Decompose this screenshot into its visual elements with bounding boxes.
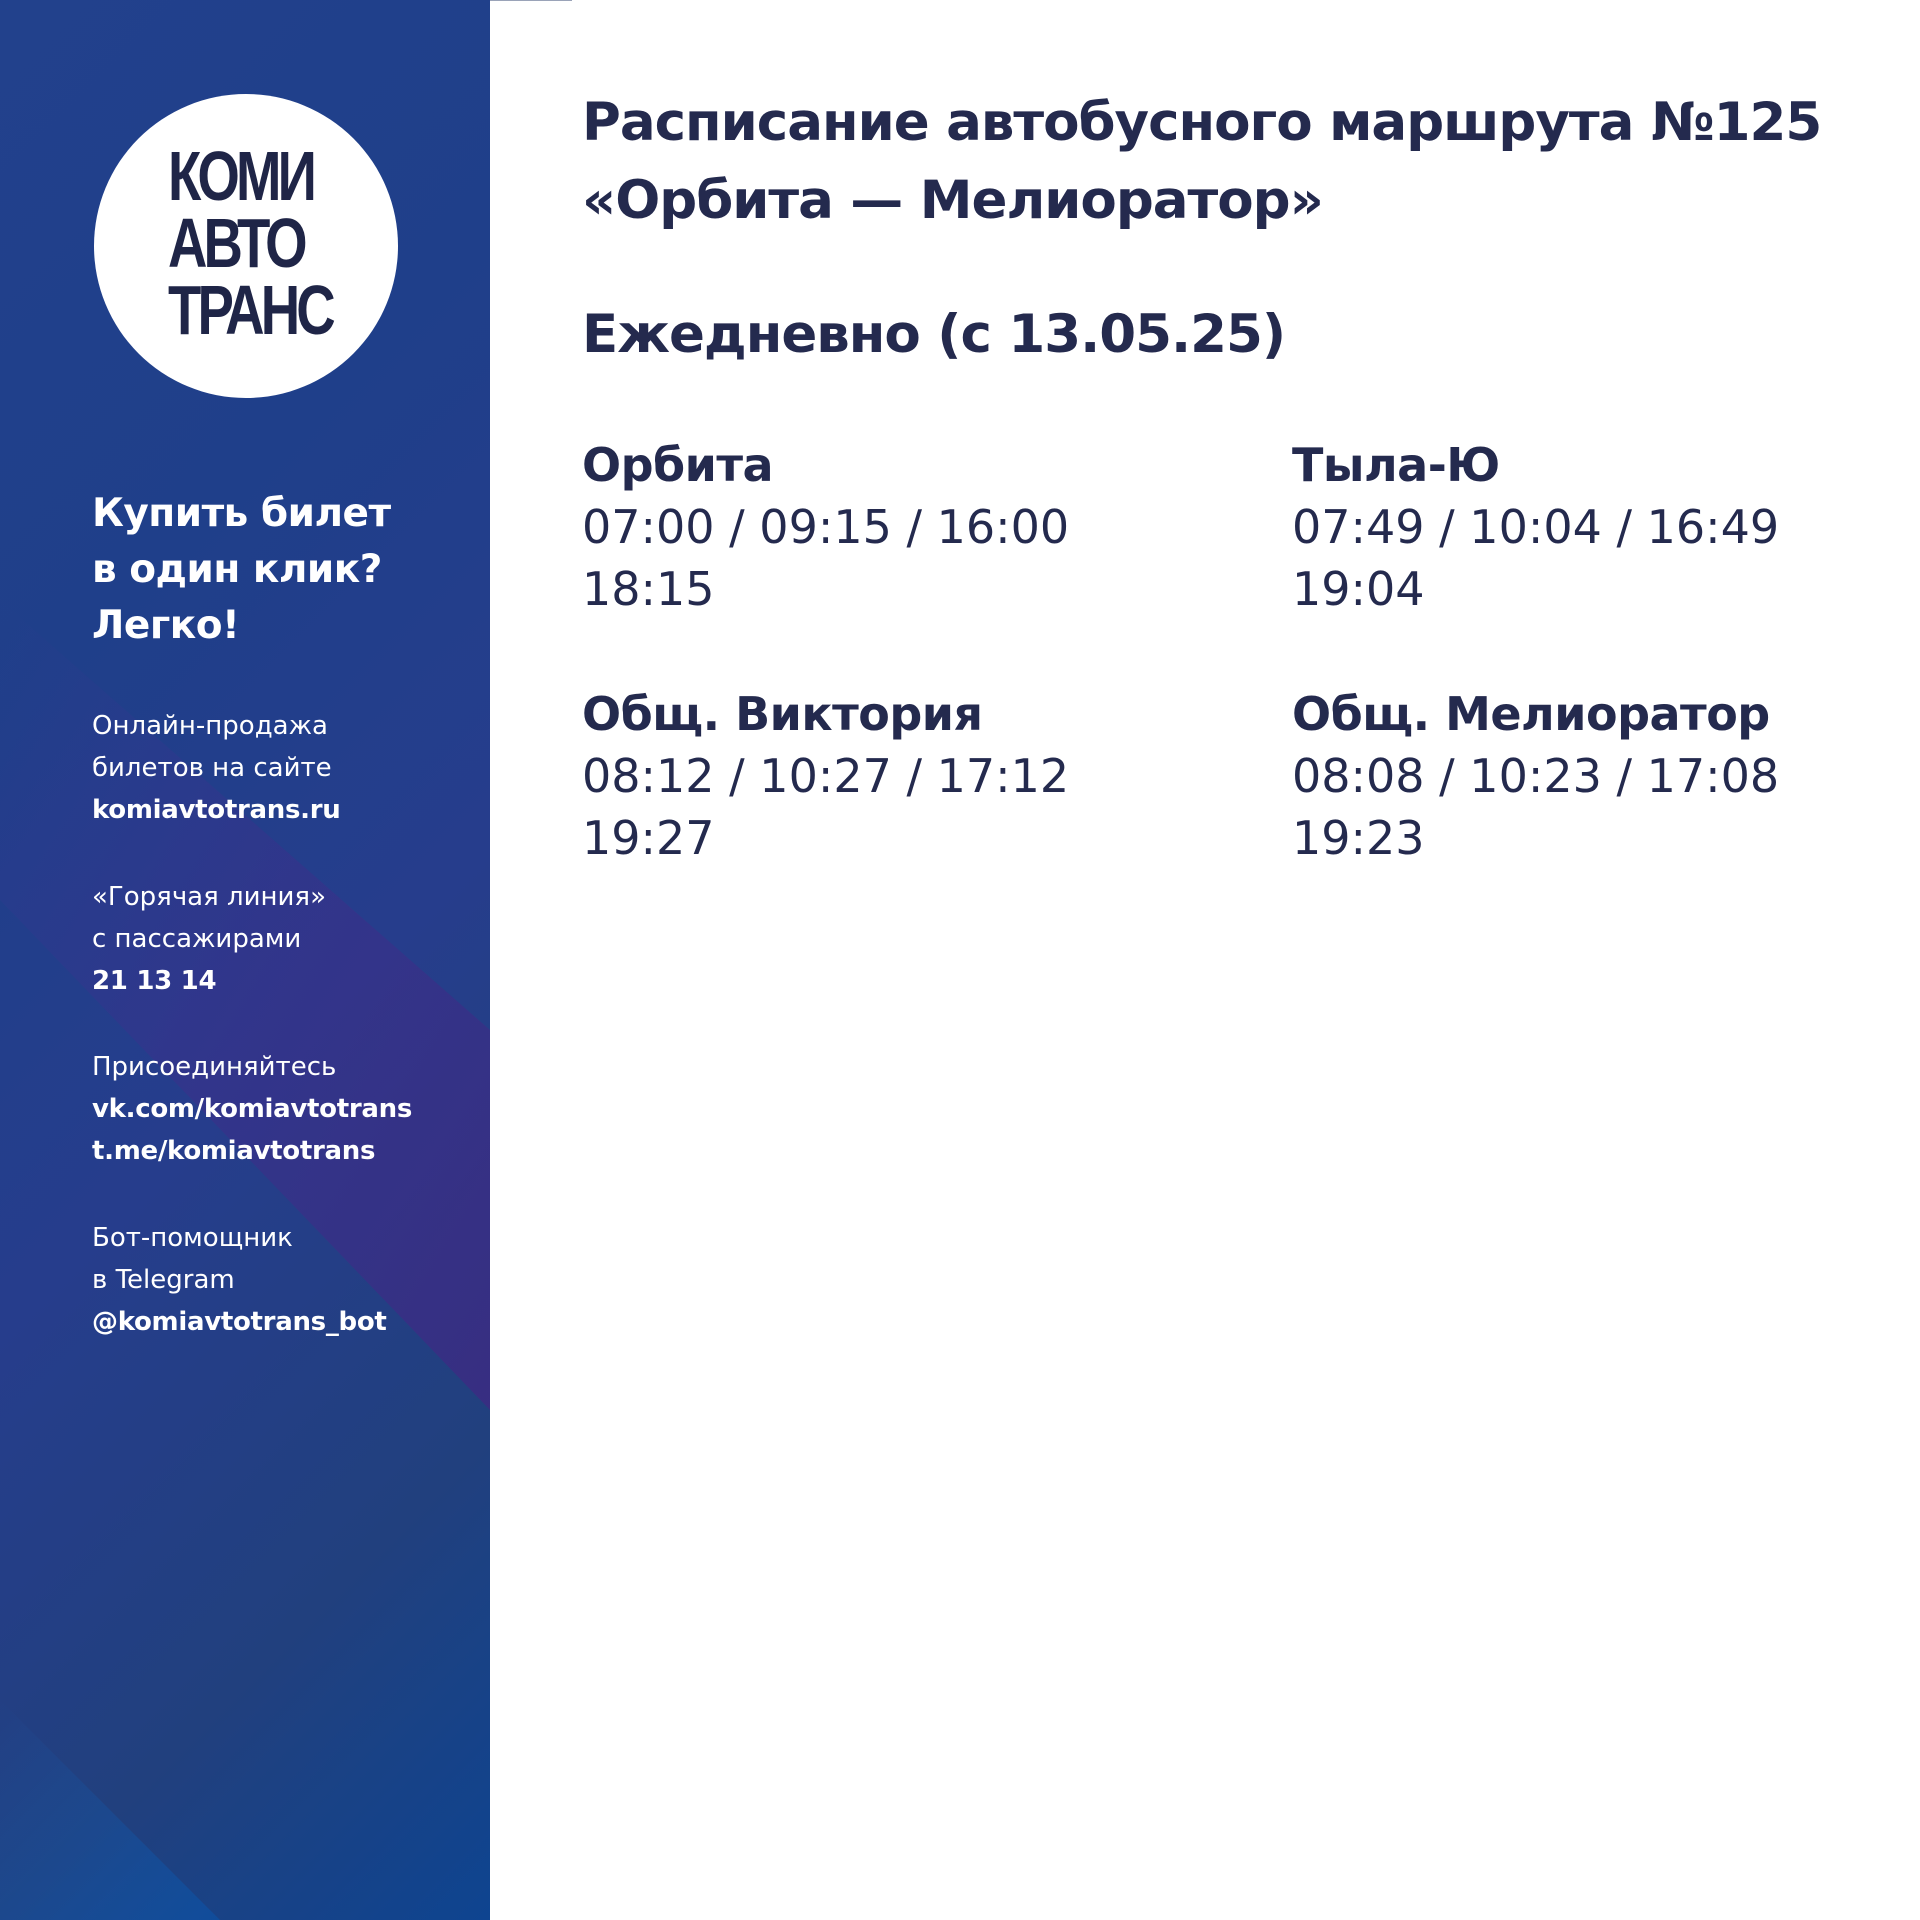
stop-times: 07:00 / 09:15 / 16:00 bbox=[582, 500, 1070, 554]
title-line: Расписание автобусного маршрута №125 bbox=[582, 92, 1822, 153]
social-label: Присоединяйтесь bbox=[92, 1052, 337, 1082]
telegram-link[interactable]: t.me/komiavtotrans bbox=[92, 1136, 376, 1166]
online-sales-block bbox=[92, 705, 482, 831]
stop-block-orbita bbox=[582, 434, 1282, 620]
promo-line: в один клик? bbox=[92, 547, 382, 592]
stop-times: 19:04 bbox=[1292, 562, 1425, 616]
stop-name: Общ. Виктория bbox=[582, 687, 983, 741]
stop-times: 18:15 bbox=[582, 562, 715, 616]
stop-times: 19:27 bbox=[582, 811, 715, 865]
title-line: «Орбита — Мелиоратор» bbox=[582, 170, 1323, 231]
bot-text: Бот-помощник bbox=[92, 1223, 293, 1253]
stop-block-viktoriya bbox=[582, 683, 1282, 869]
stop-block-tyla-yu bbox=[1292, 434, 1920, 620]
hotline-text: «Горячая линия» bbox=[92, 882, 326, 912]
hotline-block bbox=[92, 876, 482, 1002]
stop-block-meliorator bbox=[1292, 683, 1920, 869]
schedule-period: Ежедневно (с 13.05.25) bbox=[582, 304, 1286, 365]
logo-line: АВТО bbox=[168, 204, 304, 282]
social-block bbox=[92, 1046, 482, 1172]
promo-heading bbox=[92, 486, 472, 654]
stop-times: 19:23 bbox=[1292, 811, 1425, 865]
website-link[interactable]: komiavtotrans.ru bbox=[92, 795, 341, 825]
stop-name: Тыла-Ю bbox=[1292, 438, 1500, 492]
company-logo-text bbox=[168, 137, 332, 349]
logo-line: ТРАНС bbox=[168, 271, 332, 349]
hotline-phone[interactable]: 21 13 14 bbox=[92, 966, 217, 996]
bot-handle-link[interactable]: @komiavtotrans_bot bbox=[92, 1307, 387, 1337]
logo-line: КОМИ bbox=[168, 137, 313, 215]
hotline-text: с пассажирами bbox=[92, 924, 302, 954]
page-title bbox=[582, 84, 1882, 240]
stop-times: 07:49 / 10:04 / 16:49 bbox=[1292, 500, 1780, 554]
vk-link[interactable]: vk.com/komiavtotrans bbox=[92, 1094, 413, 1124]
stop-name: Орбита bbox=[582, 438, 774, 492]
promo-line: Легко! bbox=[92, 603, 240, 648]
stop-times: 08:12 / 10:27 / 17:12 bbox=[582, 749, 1070, 803]
bot-text: в Telegram bbox=[92, 1265, 235, 1295]
stop-name: Общ. Мелиоратор bbox=[1292, 687, 1770, 741]
stop-times: 08:08 / 10:23 / 17:08 bbox=[1292, 749, 1780, 803]
online-sales-text: Онлайн-продажа bbox=[92, 711, 328, 741]
bot-block bbox=[92, 1217, 482, 1343]
promo-line: Купить билет bbox=[92, 491, 391, 536]
online-sales-text: билетов на сайте bbox=[92, 753, 332, 783]
sidebar-panel bbox=[0, 0, 490, 1920]
top-divider bbox=[490, 0, 572, 1]
